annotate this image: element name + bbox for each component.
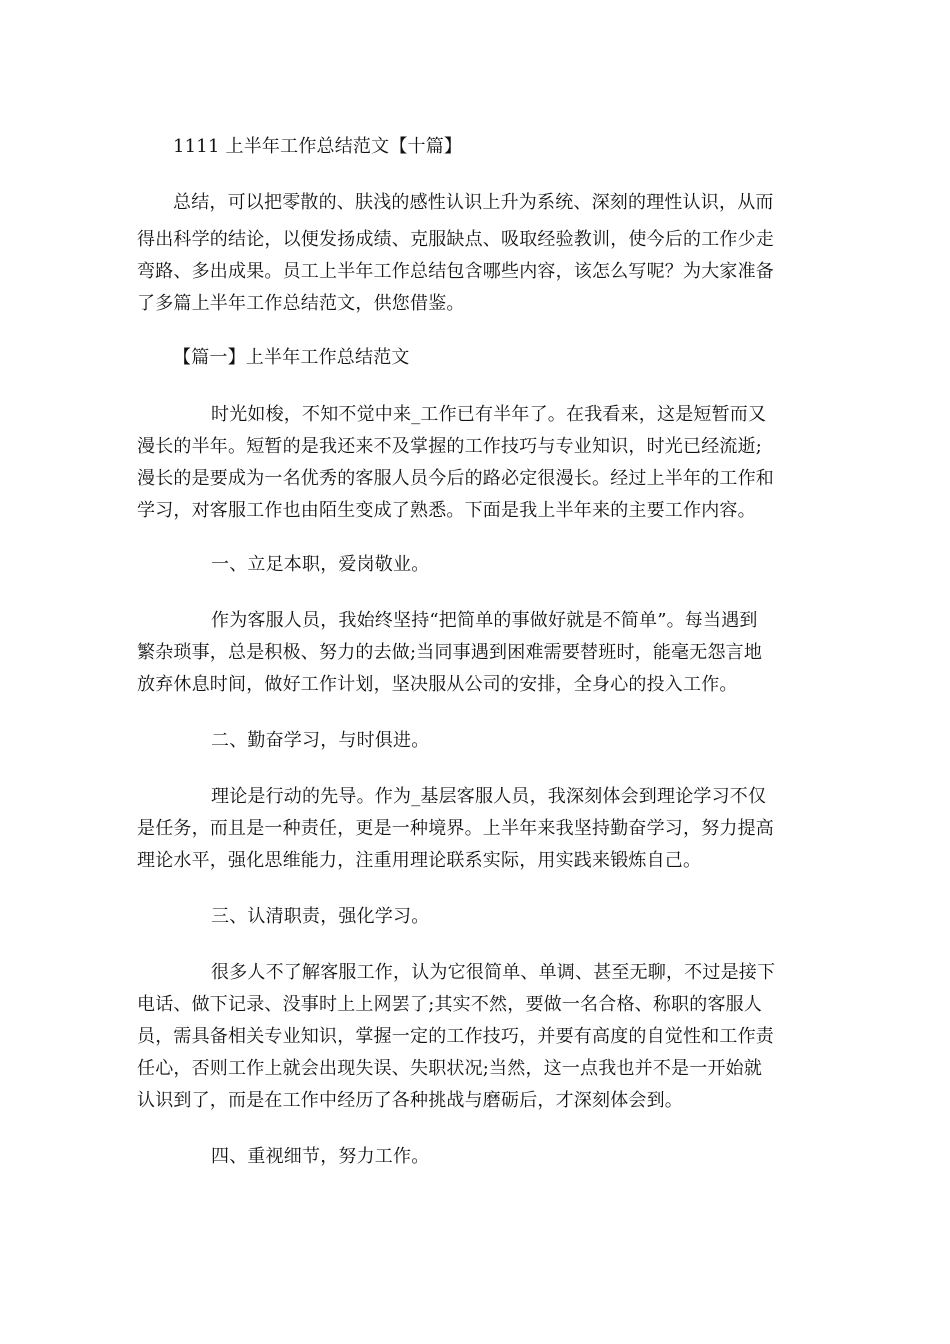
section-heading: 【篇一】上半年工作总结范文: [173, 347, 410, 368]
intro-line: 总结，可以把零散的、肤浅的感性认识上升为系统、深刻的理性认识，从而: [173, 192, 774, 213]
paragraph-line: 学习，对客服工作也由陌生变成了熟悉。下面是我上半年来的主要工作内容。: [137, 500, 756, 521]
paragraph-line: 认识到了，而是在工作中经历了各种挑战与磨砺后，才深刻体会到。: [137, 1090, 683, 1111]
subheading-2: 二、勤奋学习，与时俱进。: [211, 730, 430, 751]
paragraph-line: 理论水平，强化思维能力，注重用理论联系实际，用实践来锻炼自己。: [137, 850, 702, 871]
intro-line: 弯路、多出成果。员工上半年工作总结包含哪些内容，该怎么写呢？为大家准备: [137, 261, 774, 282]
subheading-3: 三、认清职责，强化学习。: [211, 906, 430, 927]
paragraph-line: 电话、做下记录、没事时上上网罢了;其实不然，要做一名合格、称职的客服人: [137, 994, 763, 1015]
subheading-4: 四、重视细节，努力工作。: [211, 1146, 430, 1167]
paragraph-line: 作为客服人员，我始终坚持“把简单的事做好就是不简单”。每当遇到: [211, 610, 758, 631]
paragraph-line: 繁杂琐事，总是积极、努力的去做;当同事遇到困难需要替班时，能毫无怨言地: [137, 642, 763, 663]
paragraph-line: 员，需具备相关专业知识，掌握一定的工作技巧，并要有高度的自觉性和工作责: [137, 1026, 774, 1047]
intro-line: 了多篇上半年工作总结范文，供您借鉴。: [137, 293, 465, 314]
subheading-1: 一、立足本职，爱岗敬业。: [211, 554, 430, 575]
paragraph-line: 漫长的是要成为一名优秀的客服人员今后的路必定很漫长。经过上半年的工作和: [137, 468, 774, 489]
paragraph-line: 时光如梭，不知不觉中来_工作已有半年了。在我看来，这是短暂而又: [211, 404, 767, 425]
paragraph-line: 是任务，而且是一种责任，更是一种境界。上半年来我坚持勤奋学习，努力提高: [137, 818, 774, 839]
paragraph-line: 放弃休息时间，做好工作计划，坚决服从公司的安排，全身心的投入工作。: [137, 674, 738, 695]
document-title: 1111 上半年工作总结范文【十篇】: [173, 136, 463, 157]
paragraph-line: 任心，否则工作上就会出现失误、失职状况;当然，这一点我也并不是一开始就: [137, 1058, 763, 1079]
paragraph-line: 漫长的半年。短暂的是我还来不及掌握的工作技巧与专业知识，时光已经流逝;: [137, 436, 763, 457]
intro-line: 得出科学的结论，以便发扬成绩、克服缺点、吸取经验教训，使今后的工作少走: [137, 229, 774, 250]
paragraph-line: 很多人不了解客服工作，认为它很简单、单调、甚至无聊，不过是接下: [211, 962, 776, 983]
paragraph-line: 理论是行动的先导。作为_基层客服人员，我深刻体会到理论学习不仅: [211, 786, 767, 807]
